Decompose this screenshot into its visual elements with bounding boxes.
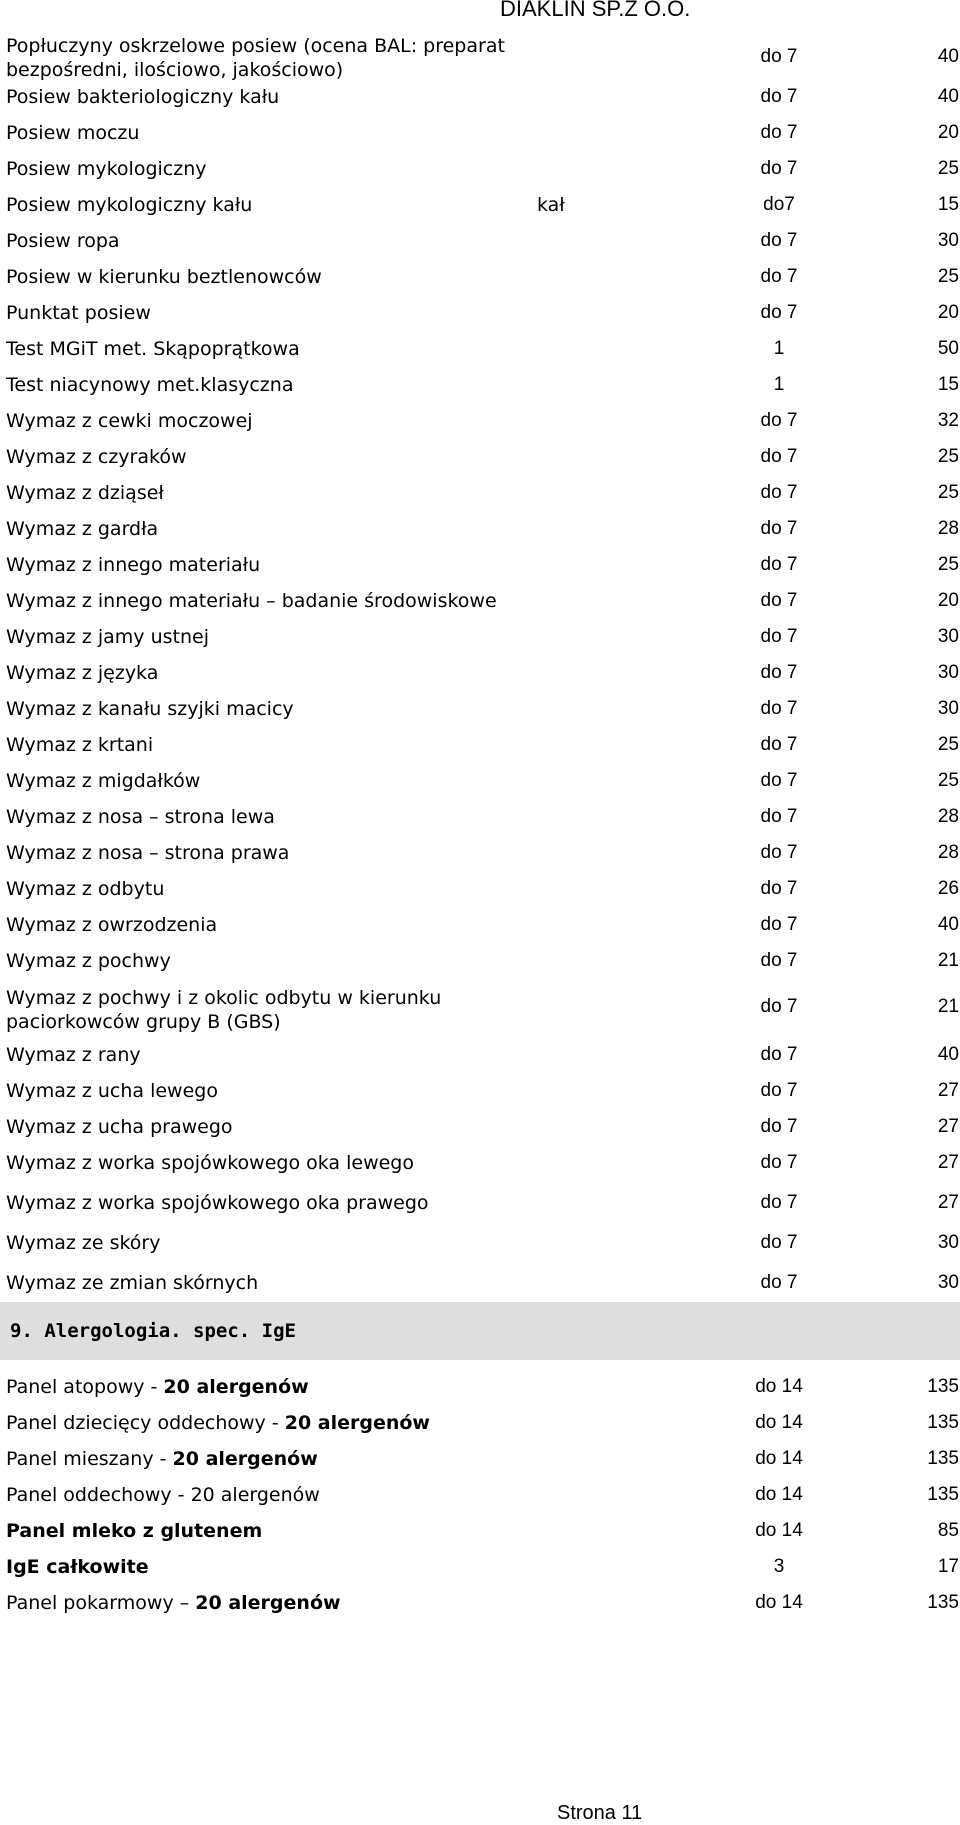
test-name: Wymaz z worka spojówkowego oka prawego — [6, 1192, 429, 1214]
section-title: 9. Alergologia. spec. IgE — [10, 1320, 296, 1342]
table-row — [0, 510, 960, 546]
test-name: Wymaz ze zmian skórnych — [6, 1272, 259, 1294]
turnaround-time: do 7 — [760, 914, 798, 935]
price: 30 — [937, 626, 959, 647]
price: 27 — [937, 1152, 959, 1173]
test-name: Wymaz z dziąseł — [6, 482, 164, 504]
turnaround-time: do 14 — [755, 1592, 803, 1613]
price: 28 — [937, 842, 959, 863]
turnaround-time: do 7 — [760, 122, 798, 143]
test-name: Wymaz z innego materiału — [6, 554, 261, 576]
turnaround-time: do7 — [763, 194, 795, 215]
price: 30 — [937, 1232, 959, 1253]
table-row — [0, 78, 960, 114]
test-name: Wymaz z nosa – strona prawa — [6, 842, 290, 864]
price: 27 — [937, 1116, 959, 1137]
table-row — [0, 1224, 960, 1264]
test-name: Wymaz z kanału szyjki macicy — [6, 698, 294, 720]
test-name — [6, 1412, 430, 1434]
turnaround-time: do 14 — [755, 1448, 803, 1469]
turnaround-time: do 7 — [760, 482, 798, 503]
turnaround-time: do 7 — [760, 806, 798, 827]
table-row — [0, 1072, 960, 1108]
table-row — [0, 726, 960, 762]
test-name-emphasis: 20 alergenów — [172, 1448, 318, 1470]
turnaround-time: do 14 — [755, 1412, 803, 1433]
price: 135 — [927, 1592, 959, 1613]
test-name — [6, 1448, 318, 1470]
test-name: Posiew bakteriologiczny kału — [6, 86, 280, 108]
price: 40 — [937, 86, 959, 107]
price: 25 — [937, 482, 959, 503]
test-name — [6, 1484, 320, 1506]
price: 30 — [937, 230, 959, 251]
test-name: Wymaz z worka spojówkowego oka lewego — [6, 1152, 414, 1174]
test-name-part: Panel dziecięcy oddechowy - — [6, 1412, 285, 1434]
price: 20 — [937, 590, 959, 611]
price: 32 — [937, 410, 959, 431]
turnaround-time: do 7 — [760, 950, 798, 971]
table-row — [0, 1144, 960, 1184]
test-name: Wymaz z ucha lewego — [6, 1080, 218, 1102]
table-row — [0, 906, 960, 942]
test-name: Wymaz z odbytu — [6, 878, 165, 900]
turnaround-time: do 7 — [760, 86, 798, 107]
test-name-emphasis: 20 alergenów — [284, 1412, 430, 1434]
turnaround-time: do 7 — [760, 698, 798, 719]
table-row — [0, 870, 960, 906]
turnaround-time: do 7 — [760, 1044, 798, 1065]
turnaround-time: do 7 — [760, 1232, 798, 1253]
price: 25 — [937, 446, 959, 467]
price: 135 — [927, 1376, 959, 1397]
table-row — [0, 654, 960, 690]
turnaround-time: do 7 — [760, 410, 798, 431]
table-row — [0, 1548, 960, 1584]
turnaround-time: do 14 — [755, 1376, 803, 1397]
table-row — [0, 294, 960, 330]
price: 27 — [937, 1192, 959, 1213]
test-name: Posiew mykologiczny — [6, 158, 207, 180]
price: 28 — [937, 518, 959, 539]
price: 15 — [937, 374, 959, 395]
table-row — [0, 1368, 960, 1404]
turnaround-time: 3 — [773, 1556, 785, 1577]
table-row — [0, 330, 960, 366]
price: 28 — [937, 806, 959, 827]
page-number: Strona 11 — [557, 1802, 643, 1824]
table-row — [0, 474, 960, 510]
table-row — [0, 942, 960, 978]
test-name: Wymaz z nosa – strona lewa — [6, 806, 275, 828]
price: 25 — [937, 554, 959, 575]
table-row — [0, 186, 960, 222]
price: 40 — [937, 46, 959, 67]
turnaround-time: do 7 — [760, 158, 798, 179]
turnaround-time: do 7 — [760, 878, 798, 899]
price: 21 — [937, 996, 959, 1017]
price: 135 — [927, 1448, 959, 1469]
turnaround-time: do 7 — [760, 662, 798, 683]
test-name: Wymaz z języka — [6, 662, 159, 684]
test-name: Wymaz z ucha prawego — [6, 1116, 233, 1138]
turnaround-time: do 7 — [760, 554, 798, 575]
test-material: kał — [537, 194, 565, 216]
test-name: Wymaz z pochwy i z okolic odbytu w kierunku paciorkowców grupy B (GBS) — [6, 987, 442, 1033]
test-name — [6, 1556, 149, 1578]
turnaround-time: do 7 — [760, 842, 798, 863]
turnaround-time: do 7 — [760, 302, 798, 323]
price: 30 — [937, 1272, 959, 1293]
price-table — [0, 36, 960, 1620]
test-name: Punktat posiew — [6, 302, 151, 324]
turnaround-time: do 7 — [760, 518, 798, 539]
price: 50 — [937, 338, 959, 359]
table-row — [0, 1440, 960, 1476]
turnaround-time: do 7 — [760, 770, 798, 791]
price: 20 — [937, 122, 959, 143]
table-row — [0, 690, 960, 726]
turnaround-time: do 14 — [755, 1520, 803, 1541]
table-row — [0, 762, 960, 798]
turnaround-time: 1 — [773, 374, 785, 395]
turnaround-time: do 7 — [760, 266, 798, 287]
test-name-emphasis: 20 alergenów — [195, 1592, 341, 1614]
test-name: Wymaz z czyraków — [6, 446, 187, 468]
turnaround-time: do 7 — [760, 734, 798, 755]
test-name: Wymaz z innego materiału – badanie środowiskowe — [6, 590, 497, 612]
table-row — [0, 1476, 960, 1512]
price: 40 — [937, 914, 959, 935]
table-row — [0, 618, 960, 654]
turnaround-time: do 7 — [760, 1080, 798, 1101]
price: 25 — [937, 266, 959, 287]
price: 25 — [937, 158, 959, 179]
test-name: Wymaz z cewki moczowej — [6, 410, 253, 432]
test-name-emphasis: IgE całkowite — [6, 1556, 149, 1578]
table-row — [0, 1184, 960, 1224]
test-name — [6, 1520, 262, 1542]
allergology-rows — [0, 1368, 960, 1620]
test-name: Wymaz z rany — [6, 1044, 141, 1066]
test-name: Popłuczyny oskrzelowe posiew (ocena BAL: preparat bezpośredni, ilościowo, jakościowo) — [6, 35, 505, 81]
test-name: Posiew ropa — [6, 230, 120, 252]
test-name-part: Panel atopowy - — [6, 1376, 164, 1398]
turnaround-time: do 7 — [760, 626, 798, 647]
test-name: Wymaz ze skóry — [6, 1232, 161, 1254]
turnaround-time: do 7 — [760, 230, 798, 251]
table-row — [0, 978, 960, 1036]
price: 17 — [937, 1556, 959, 1577]
price: 40 — [937, 1044, 959, 1065]
test-name: Wymaz z gardła — [6, 518, 159, 540]
price: 27 — [937, 1080, 959, 1101]
test-name: Posiew mykologiczny kału — [6, 194, 253, 216]
price: 135 — [927, 1412, 959, 1433]
turnaround-time: do 7 — [760, 446, 798, 467]
table-row — [0, 222, 960, 258]
price: 25 — [937, 770, 959, 791]
document-header: DIAKLIN SP.Z O.O. — [500, 0, 691, 21]
test-name: Wymaz z jamy ustnej — [6, 626, 209, 648]
table-row — [0, 114, 960, 150]
table-row — [0, 834, 960, 870]
test-name-part: Panel pokarmowy – — [6, 1592, 196, 1614]
price: 21 — [937, 950, 959, 971]
test-name: Wymaz z owrzodzenia — [6, 914, 218, 936]
test-name: Wymaz z migdałków — [6, 770, 201, 792]
price: 135 — [927, 1484, 959, 1505]
table-row — [0, 1584, 960, 1620]
price: 26 — [937, 878, 959, 899]
test-name-emphasis: Panel mleko z glutenem — [6, 1520, 263, 1542]
table-row — [0, 798, 960, 834]
turnaround-time: do 7 — [760, 1272, 798, 1293]
turnaround-time: do 7 — [760, 1116, 798, 1137]
turnaround-time: 1 — [773, 338, 785, 359]
test-name: Posiew moczu — [6, 122, 140, 144]
test-name: Test MGiT met. Skąpoprątkowa — [6, 338, 300, 360]
turnaround-time: do 7 — [760, 1152, 798, 1173]
table-row — [0, 258, 960, 294]
test-name: Posiew w kierunku beztlenowców — [6, 266, 322, 288]
test-name: Test niacynowy met.klasyczna — [6, 374, 294, 396]
test-name: Wymaz z pochwy — [6, 950, 171, 972]
turnaround-time: do 7 — [760, 996, 798, 1017]
table-row — [0, 546, 960, 582]
table-row — [0, 1404, 960, 1440]
price: 15 — [937, 194, 959, 215]
table-row — [0, 1264, 960, 1300]
table-row — [0, 582, 960, 618]
table-row — [0, 35, 960, 81]
section-header — [0, 1300, 960, 1360]
table-row — [0, 438, 960, 474]
price: 85 — [937, 1520, 959, 1541]
table-row — [0, 1036, 960, 1072]
test-name — [6, 1376, 309, 1398]
table-row — [0, 366, 960, 402]
turnaround-time: do 14 — [755, 1484, 803, 1505]
price: 20 — [937, 302, 959, 323]
price: 30 — [937, 698, 959, 719]
price: 30 — [937, 662, 959, 683]
test-name-emphasis: 20 alergenów — [163, 1376, 309, 1398]
test-name-part: Panel oddechowy - 20 alergenów — [6, 1484, 320, 1506]
table-row — [0, 402, 960, 438]
table-row — [0, 1108, 960, 1144]
microbiology-rows — [0, 36, 960, 1300]
price: 25 — [937, 734, 959, 755]
turnaround-time: do 7 — [760, 590, 798, 611]
turnaround-time: do 7 — [760, 46, 798, 67]
table-row — [0, 150, 960, 186]
test-name-part: Panel mieszany - — [6, 1448, 173, 1470]
table-row — [0, 1512, 960, 1548]
test-name — [6, 1592, 341, 1614]
test-name: Wymaz z krtani — [6, 734, 154, 756]
turnaround-time: do 7 — [760, 1192, 798, 1213]
